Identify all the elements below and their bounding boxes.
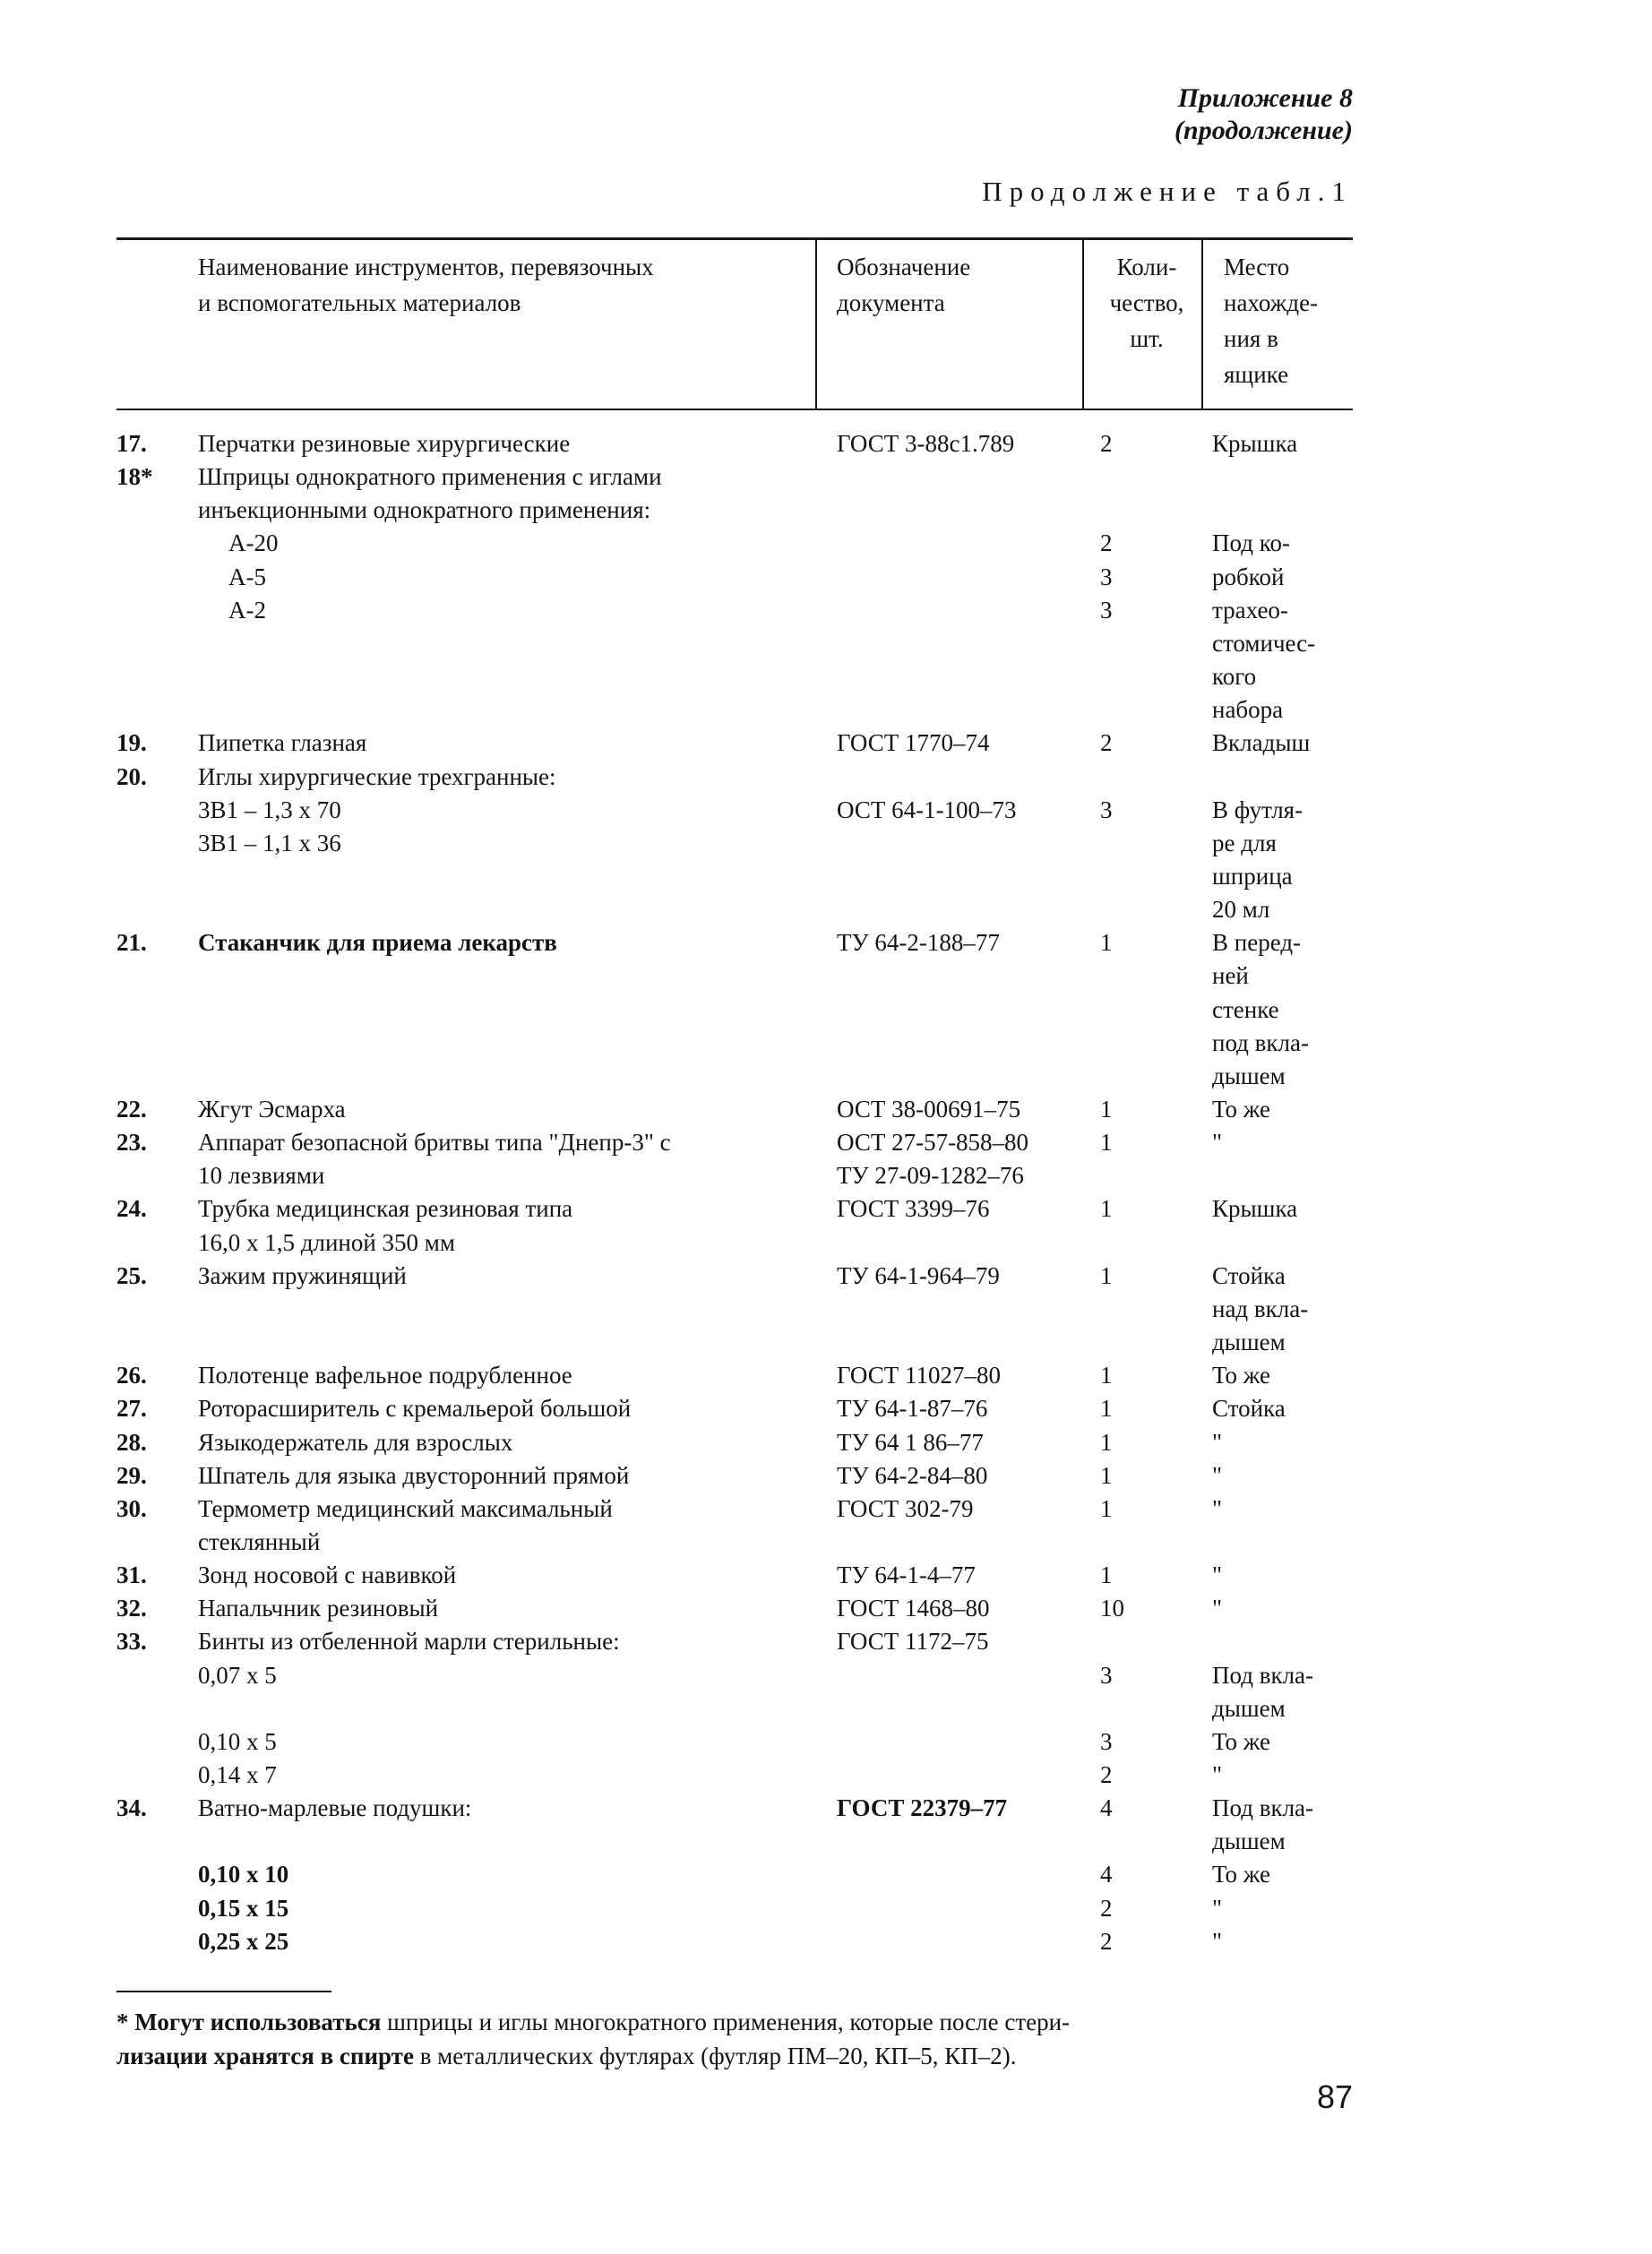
row-item-name: Трубка медицинская резиновая типа [198,1195,573,1223]
row-document: ТУ 27-09-1282–76 [837,1162,1024,1190]
row-quantity: 1 [1100,1096,1113,1123]
row-item-name: 0,10 х 5 [198,1727,277,1755]
footnote-rule [116,1991,331,1992]
row-location: " [1212,1428,1223,1456]
row-document: ТУ 64-2-188–77 [837,929,1000,957]
row-location: В перед- [1212,929,1302,957]
row-location: трахео- [1212,596,1288,624]
row-number: 24. [116,1195,147,1223]
row-document: ОСТ 27-57-858–80 [837,1129,1029,1157]
row-item-name: Шприцы однократного применения с иглами [198,463,662,491]
row-location: ней [1212,962,1249,990]
row-item-name: 3В1 – 1,1 х 36 [198,829,341,856]
row-quantity: 2 [1100,1761,1113,1788]
row-quantity: 3 [1100,596,1113,624]
footnote [116,2005,1357,2073]
row-location: То же [1212,1861,1270,1888]
row-item-name: стеклянный [198,1527,321,1555]
footnote-text-2: в металлических футлярах (футляр ПМ–20, КП–5, КП–2). [413,2043,1017,2069]
row-document: ГОСТ 1468–80 [837,1595,990,1622]
row-quantity: 3 [1100,563,1113,590]
row-document: ГОСТ 22379–77 [837,1794,1008,1822]
column-header-location: Место нахожде- ния в ящике [1224,254,1319,388]
row-location: Крышка [1212,1195,1298,1223]
row-item-name: Роторасширитель с кремальерой большой [198,1395,632,1423]
row-location: " [1212,1927,1223,1955]
column-header-quantity: Коли- чество, шт. [1109,254,1184,352]
row-item-name: Зажим пружинящий [198,1261,407,1289]
row-quantity: 2 [1100,1894,1113,1922]
row-document: ТУ 64-1-964–79 [837,1261,1000,1289]
row-quantity: 2 [1100,529,1113,557]
row-location: стомичес- [1212,629,1316,657]
row-location: Вкладыш [1212,729,1311,757]
appendix-line-2: (продолжение) [1174,116,1353,145]
row-number: 33. [116,1628,147,1656]
row-item-name: Аппарат безопасной бритвы типа "Днепр-3" с [198,1129,671,1157]
row-item-name: 16,0 х 1,5 длиной 350 мм [198,1228,455,1256]
row-item-name: Пипетка глазная [198,729,367,757]
row-quantity: 4 [1100,1794,1113,1822]
row-quantity: 1 [1100,1494,1113,1522]
row-document: ОСТ 38-00691–75 [837,1096,1021,1123]
row-item-name: А-20 [228,529,279,557]
row-number: 26. [116,1362,147,1389]
row-location: ре для [1212,829,1277,856]
row-document: ТУ 64 1 86–77 [837,1428,984,1456]
row-document: ОСТ 64-1-100–73 [837,796,1017,823]
footnote-lead-2: лизации хранятся в спирте [116,2043,414,2069]
row-location: Под вкла- [1212,1794,1314,1822]
row-location: То же [1212,1727,1270,1755]
row-quantity: 2 [1100,729,1113,757]
page-number: 87 [1316,2078,1353,2115]
row-document: ГОСТ 302-79 [837,1494,974,1522]
row-quantity: 1 [1100,929,1113,957]
row-document: ГОСТ 3399–76 [837,1195,990,1223]
row-quantity: 1 [1100,1362,1113,1389]
row-document: ГОСТ 11027–80 [837,1362,1002,1389]
row-location: под вкла- [1212,1028,1309,1056]
row-item-name: Жгут Эсмарха [198,1096,346,1123]
row-location: То же [1212,1362,1270,1389]
row-item-name: 0,14 х 7 [198,1761,277,1788]
column-divider-1 [815,239,817,409]
row-item-name: 3В1 – 1,3 х 70 [198,796,341,823]
row-number: 20. [116,762,147,790]
row-quantity: 10 [1100,1595,1124,1622]
row-quantity: 1 [1100,1395,1113,1423]
row-number: 27. [116,1395,147,1423]
table-top-rule [116,237,1353,240]
row-location: " [1212,1494,1223,1522]
row-location: дышем [1212,1694,1286,1722]
row-quantity: 1 [1100,1428,1113,1456]
row-location: кого [1212,663,1257,691]
footnote-text-1: шприцы и иглы многократного применения, которые после стери- [381,2009,1071,2035]
row-quantity: 1 [1100,1261,1113,1289]
row-item-name: Напальчник резиновый [198,1595,439,1622]
row-location: набора [1212,696,1284,724]
row-quantity: 1 [1100,1195,1113,1223]
row-location: 20 мл [1212,896,1270,924]
row-document: ГОСТ 1172–75 [837,1628,989,1656]
row-quantity: 1 [1100,1129,1113,1157]
row-number: 28. [116,1428,147,1456]
row-location: дышем [1212,1828,1286,1855]
row-location: над вкла- [1212,1295,1309,1322]
row-quantity: 1 [1100,1561,1113,1589]
row-number: 17. [116,430,147,457]
row-number: 34. [116,1794,147,1822]
row-document: ГОСТ 3-88с1.789 [837,430,1015,457]
row-item-name: 10 лезвиями [198,1162,325,1190]
row-location: " [1212,1129,1223,1157]
row-location: стенке [1212,995,1279,1023]
row-number: 23. [116,1129,147,1157]
row-number: 25. [116,1261,147,1289]
row-location: " [1212,1761,1223,1788]
row-number: 29. [116,1461,147,1489]
table-header-rule [116,409,1353,410]
column-header-document: Обозначение документа [837,254,971,316]
row-number: 19. [116,729,147,757]
row-location: робкой [1212,563,1285,590]
row-item-name: 0,10 х 10 [198,1861,289,1888]
table-continuation-label: Продолжение табл.1 [982,176,1353,207]
row-number: 31. [116,1561,147,1589]
row-location: " [1212,1461,1223,1489]
row-location: В футля- [1212,796,1304,823]
row-item-name: Ватно-марлевые подушки: [198,1794,472,1822]
row-item-name: 0,07 х 5 [198,1661,277,1689]
row-number: 32. [116,1595,147,1622]
row-location: " [1212,1894,1223,1922]
row-quantity: 3 [1100,1661,1113,1689]
row-location: Стойка [1212,1395,1286,1423]
row-item-name: Термометр медицинский максимальный [198,1494,613,1522]
row-quantity: 3 [1100,1727,1113,1755]
footnote-star: * [116,2009,129,2035]
row-location: То же [1212,1096,1270,1123]
row-document: ТУ 64-1-87–76 [837,1395,988,1423]
row-location: Стойка [1212,1261,1286,1289]
row-item-name: А-2 [228,596,266,624]
row-item-name: Перчатки резиновые хирургические [198,430,571,457]
row-quantity: 2 [1100,430,1113,457]
row-item-name: Стаканчик для приема лекарств [198,929,557,957]
row-number: 30. [116,1494,147,1522]
row-location: дышем [1212,1329,1286,1356]
row-document: ТУ 64-1-4–77 [837,1561,976,1589]
row-quantity: 4 [1100,1861,1113,1888]
row-quantity: 3 [1100,796,1113,823]
row-location: шприца [1212,862,1293,890]
row-location: " [1212,1561,1223,1589]
row-item-name: Зонд носовой с навивкой [198,1561,457,1589]
row-item-name: Шпатель для языка двусторонний прямой [198,1461,630,1489]
appendix-line-1: Приложение 8 [1177,83,1353,113]
row-location: Крышка [1212,430,1298,457]
footnote-lead: Могут использоваться [134,2009,382,2035]
row-location: дышем [1212,1062,1286,1089]
row-item-name: Иглы хирургические трехгранные: [198,762,556,790]
row-quantity: 1 [1100,1461,1113,1489]
row-document: ГОСТ 1770–74 [837,729,990,757]
row-item-name: 0,15 х 15 [198,1894,289,1922]
row-location: Под ко- [1212,529,1290,557]
row-document: ТУ 64-2-84–80 [837,1461,988,1489]
row-number: 21. [116,929,147,957]
row-location: " [1212,1595,1223,1622]
row-item-name: инъекционными однократного применения: [198,496,651,524]
column-header-name: Наименование инструментов, перевязочных и вспомогательных материалов [198,254,654,316]
column-divider-3 [1201,239,1203,409]
row-item-name: А-5 [228,563,266,590]
appendix-label [1174,82,1353,147]
column-divider-2 [1082,239,1084,409]
row-number: 22. [116,1096,147,1123]
row-item-name: Бинты из отбеленной марли стерильные: [198,1628,620,1656]
row-quantity: 2 [1100,1927,1113,1955]
row-item-name: Языкодержатель для взрослых [198,1428,513,1456]
row-location: Под вкла- [1212,1661,1314,1689]
row-item-name: 0,25 х 25 [198,1927,289,1955]
row-item-name: Полотенце вафельное подрубленное [198,1362,572,1389]
row-number: 18* [116,463,153,491]
